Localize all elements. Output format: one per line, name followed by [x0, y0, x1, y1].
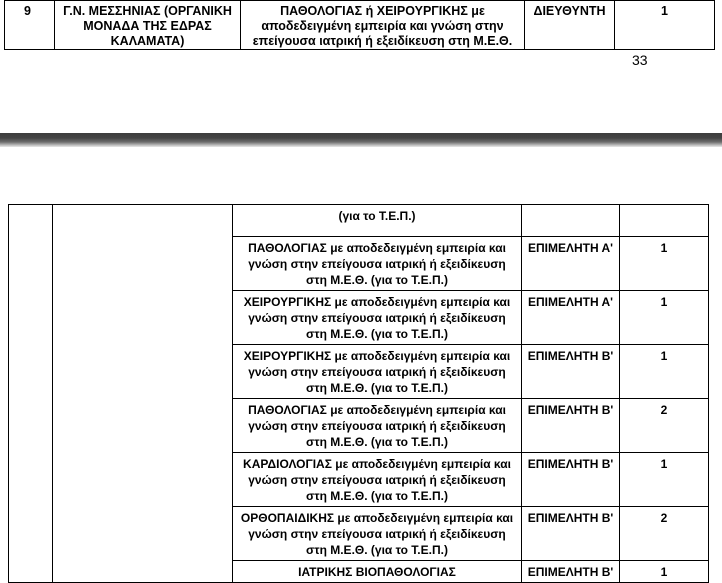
positions-cell: 1 [620, 453, 709, 507]
specialty-cell: ΧΕΙΡΟΥΡΓΙΚΗΣ με αποδεδειγμένη εμπειρία και γνώση στην επείγουσα ιατρική ή εξειδίκευση στη Μ.Ε.Θ. (για το Τ.Ε.Π.) [233, 291, 522, 345]
positions-cell: 1 [620, 237, 709, 291]
row-number-cell [9, 205, 53, 583]
row-number: 9 [5, 1, 55, 50]
positions-cell: 1 [620, 561, 709, 583]
positions-cell: 1 [620, 291, 709, 345]
positions-cell: 1 [620, 345, 709, 399]
specialty-cell: ΙΑΤΡΙΚΗΣ ΒΙΟΠΑΘΟΛΟΓΙΑΣ [233, 561, 522, 583]
rank-cell: ΔΙΕΥΘΥΝΤΗ [525, 1, 615, 50]
rank-cell: ΕΠΙΜΕΛΗΤΗ Α' [522, 237, 620, 291]
hospital-cell [53, 205, 233, 583]
rank-cell [522, 205, 620, 237]
previous-page-table-fragment [4, 0, 715, 50]
positions-cell: 1 [615, 1, 715, 50]
specialty-cell: (για το Τ.Ε.Π.) [233, 205, 522, 237]
table-row [5, 1, 715, 50]
specialty-cell: ΟΡΘΟΠΑΙΔΙΚΗΣ με αποδεδειγμένη εμπειρία και γνώση στην επείγουσα ιατρική ή εξειδίκευση στη Μ.Ε.Θ. (για το Τ.Ε.Π.) [233, 507, 522, 561]
page-separator [0, 133, 722, 147]
hospital-name: Γ.Ν. ΜΕΣΣΗΝΙΑΣ (ΟΡΓΑΝΙΚΗ ΜΟΝΑΔΑ ΤΗΣ ΕΔΡΑΣ ΚΑΛΑΜΑΤΑ) [55, 1, 241, 50]
rank-cell: ΕΠΙΜΕΛΗΤΗ Β' [522, 399, 620, 453]
specialty-cell: ΠΑΘΟΛΟΓΙΑΣ ή ΧΕΙΡΟΥΡΓΙΚΗΣ με αποδεδειγμένη εμπειρία και γνώση στην επείγουσα ιατρική ή εξειδίκευση στη Μ.Ε.Θ. [241, 1, 525, 50]
rank-cell: ΕΠΙΜΕΛΗΤΗ Β' [522, 345, 620, 399]
table-row [9, 205, 709, 237]
positions-table [8, 204, 709, 583]
rank-cell: ΕΠΙΜΕΛΗΤΗ Β' [522, 453, 620, 507]
page-number: 33 [632, 52, 648, 68]
specialty-cell: ΧΕΙΡΟΥΡΓΙΚΗΣ με αποδεδειγμένη εμπειρία και γνώση στην επείγουσα ιατρική ή εξειδίκευση στη Μ.Ε.Θ. (για το Τ.Ε.Π.) [233, 345, 522, 399]
positions-cell: 2 [620, 507, 709, 561]
rank-cell: ΕΠΙΜΕΛΗΤΗ Β' [522, 561, 620, 583]
specialty-cell: ΠΑΘΟΛΟΓΙΑΣ με αποδεδειγμένη εμπειρία και γνώση στην επείγουσα ιατρική ή εξειδίκευση στη Μ.Ε.Θ. (για το Τ.Ε.Π.) [233, 399, 522, 453]
specialty-cell: ΚΑΡΔΙΟΛΟΓΙΑΣ με αποδεδειγμένη εμπειρία και γνώση στην επείγουσα ιατρική ή εξειδίκευση στη Μ.Ε.Θ. (για το Τ.Ε.Π.) [233, 453, 522, 507]
positions-cell: 2 [620, 399, 709, 453]
specialty-cell: ΠΑΘΟΛΟΓΙΑΣ με αποδεδειγμένη εμπειρία και γνώση στην επείγουσα ιατρική ή εξειδίκευση στη Μ.Ε.Θ. (για το Τ.Ε.Π.) [233, 237, 522, 291]
rank-cell: ΕΠΙΜΕΛΗΤΗ Α' [522, 291, 620, 345]
positions-cell [620, 205, 709, 237]
rank-cell: ΕΠΙΜΕΛΗΤΗ Β' [522, 507, 620, 561]
